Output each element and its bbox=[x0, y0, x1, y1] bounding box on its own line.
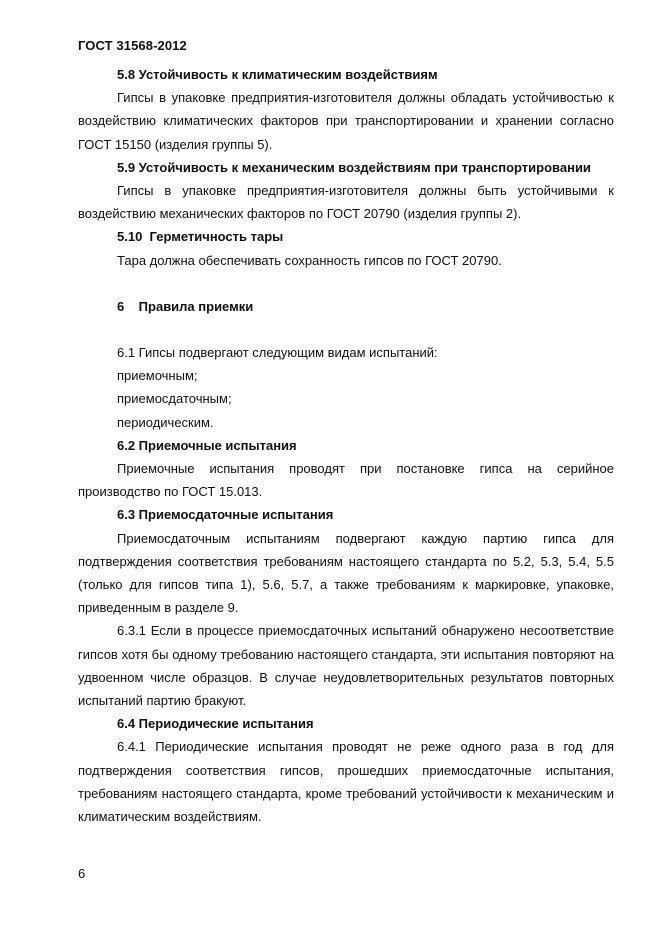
section-spacer bbox=[78, 318, 614, 341]
page-number: 6 bbox=[78, 866, 86, 881]
paragraph-6-3-1: 6.3.1 Если в процессе приемосдаточных испытаний обнаружено несоответствие гипсов хотя бы одному требованию настоящего стандарта, эти испытания повторяют на удвоенном числе образцов. В случае неудовлетворительных результатов повторных испытаний партию бракуют. bbox=[78, 623, 614, 709]
document-code-header: ГОСТ 31568-2012 bbox=[78, 38, 187, 53]
section-6-heading: 6 Правила приемки bbox=[117, 298, 254, 314]
paragraph-5-9: Гипсы в упаковке предприятия-изготовителя должны быть устойчивыми к воздействию механических факторов по ГОСТ 20790 (изделия группы 2). bbox=[78, 183, 614, 222]
heading-5-8: 5.8 Устойчивость к климатическим воздействиям bbox=[117, 67, 438, 82]
heading-5-9: 5.9 Устойчивость к механическим воздействиям при транспортировании bbox=[117, 159, 591, 175]
list-item: периодическим. bbox=[117, 414, 214, 430]
page-content bbox=[78, 63, 614, 828]
heading-6-3: 6.3 Приемосдаточные испытания bbox=[117, 507, 334, 523]
heading-6-2: 6.2 Приемочные испытания bbox=[117, 437, 297, 453]
section-spacer bbox=[78, 272, 614, 295]
paragraph-6-2: Приемочные испытания проводят при постановке гипса на серийное производство по ГОСТ 15.013. bbox=[78, 461, 614, 500]
paragraph-6-1: 6.1 Гипсы подвергают следующим видам испытаний: bbox=[117, 345, 438, 361]
paragraph-5-10: Тара должна обеспечивать сохранность гипсов по ГОСТ 20790. bbox=[117, 252, 502, 268]
paragraph-5-8: Гипсы в упаковке предприятия-изготовителя должны обладать устойчивостью к воздействию климатических факторов при транспортировании и хранении согласно ГОСТ 15150 (изделия группы 5). bbox=[78, 90, 614, 152]
list-item: приемочным; bbox=[117, 368, 198, 384]
list-item: приемосдаточным; bbox=[117, 391, 232, 407]
paragraph-6-3: Приемосдаточным испытаниям подвергают каждую партию гипса для подтверждения соответствия требованиям настоящего стандарта по 5.2, 5.3, 5.4, 5.5 (только для гипсов типа 1), 5.6, 5.7, а также требованиям к маркировке, упаковке, приведенным в разделе 9. bbox=[78, 530, 614, 616]
heading-6-4: 6.4 Периодические испытания bbox=[117, 716, 314, 732]
heading-5-10: 5.10 Герметичность тары bbox=[117, 229, 284, 245]
paragraph-6-4-1: 6.4.1 Периодические испытания проводят не реже одного раза в год для подтверждения соответствия гипсов, прошедших приемосдаточные испытания, требованиям настоящего стандарта, кроме требований устойчивости к механическим и климатическим воздействиям. bbox=[78, 739, 614, 825]
